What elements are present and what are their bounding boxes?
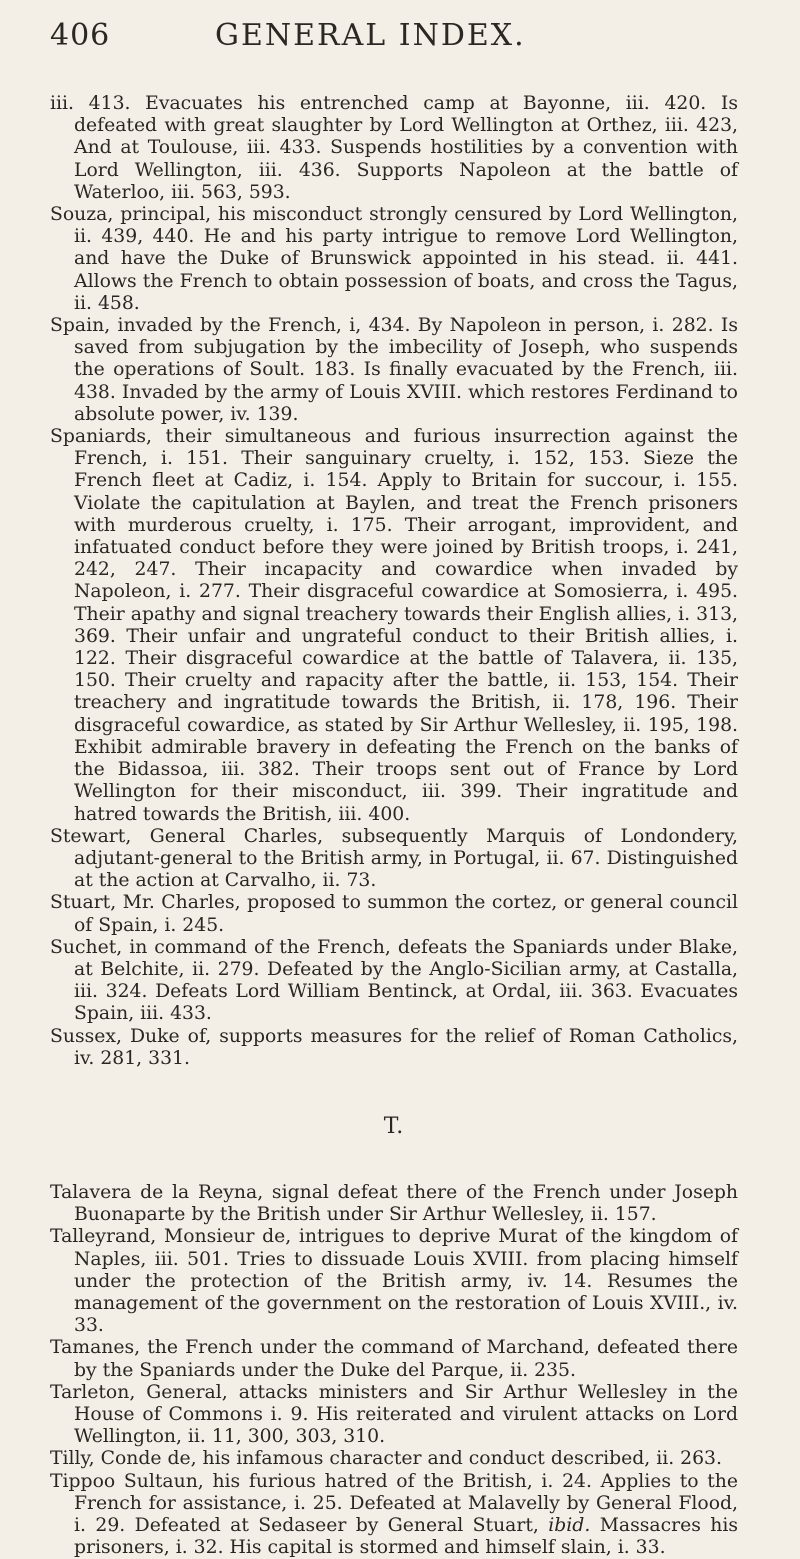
index-entry-souza: Souza, principal, his misconduct strongly censured by Lord Wellington, ii. 439, 440. He and his party intrigue to remove Lord Wellington, and have the Duke of Brunswick appointed in his stead. ii. 441. Allows the French to obtain possession of boats, and cross the Tagus, ii. 458.	[50, 204, 738, 314]
index-entry-tippoo	[50, 1471, 738, 1559]
index-entry-bayonne-continuation: iii. 413. Evacuates his entrenched camp at Bayonne, iii. 420. Is defeated with great slaughter by Lord Wellington at Orthez, iii. 423, And at Toulouse, iii. 433. Suspends hostilities by a convention with Lord Wellington, iii. 436. Supports Napoleon at the battle of Waterloo, iii. 563, 593.	[50, 93, 738, 203]
index-entry-tilly: Tilly, Conde de, his infamous character and conduct described, ii. 263.	[50, 1448, 722, 1470]
index-entry-stewart: Stewart, General Charles, subsequently Marquis of Londondery, adjutant-general to the British army, in Portugal, ii. 67. Distinguished at the action at Carvalho, ii. 73.	[50, 825, 738, 892]
tippoo-text-start: Tippoo Sultaun, his furious hatred of the British, i. 24. Applies to the French for assistance, i. 25. Defeated at Malavelly by General Flood, i. 29. Defeated at Sedaseer by General Stuart,	[50, 1470, 738, 1536]
index-entry-tamanes: Tamanes, the French under the command of Marchand, defeated there by the Spaniards under the Duke del Parque, ii. 235.	[50, 1337, 738, 1381]
index-entries-s	[50, 93, 738, 1070]
index-entry-talleyrand: Talleyrand, Monsieur de, intrigues to deprive Murat of the kingdom of Naples, iii. 501. Tries to dissuade Louis XVIII. from placing himself under the protection of the British army, iv. 14. Resumes the management of the government on the restoration of Louis XVIII., iv. 33.	[50, 1226, 738, 1337]
index-entries-t	[50, 1182, 738, 1559]
index-entry-spaniards: Spaniards, their simultaneous and furious insurrection against the French, i. 151. Their sanguinary cruelty, i. 152, 153. Sieze the French fleet at Cadiz, i. 154. Apply to Britain for succour, i. 155. Violate the capitulation at Baylen, and treat the French prisoners with murderous cruelty, i. 175. Their arrogant, improvident, and infatuated conduct before they were joined by British troops, i. 241, 242, 247. Their incapacity and cowardice when invaded by Napoleon, i. 277. Their disgraceful cowardice at Somosierra, i. 495. Their apathy and signal treachery towards their English allies, i. 313, 369. Their unfair and ungrateful conduct to their British allies, i. 122. Their disgraceful cowardice at the battle of Talavera, ii. 135, 150. Their cruelty and rapacity after the battle, ii. 153, 154. Their treachery and ingratitude towards the British, ii. 178, 196. Their disgraceful cowardice, as stated by Sir Arthur Wellesley, ii. 195, 198. Exhibit admirable bravery in defeating the French on the banks of the Bidassoa, iii. 382. Their troops sent out of France by Lord Wellington for their misconduct, iii. 399. Their ingratitude and hatred towards the British, iii. 400.	[50, 426, 738, 825]
index-entry-tarleton: Tarleton, General, attacks ministers and Sir Arthur Wellesley in the House of Commons i. 9. His reiterated and virulent attacks on Lord Wellington, ii. 11, 300, 303, 310.	[50, 1381, 738, 1448]
index-entry-spain: Spain, invaded by the French, i, 434. By Napoleon in person, i. 282. Is saved from subjugation by the imbecility of Joseph, who suspends the operations of Soult. 183. Is finally evacuated by the French, iii. 438. Invaded by the army of Louis XVIII. which restores Ferdinand to absolute power, iv. 139.	[50, 315, 738, 425]
page-header	[50, 18, 738, 70]
ibid-italic: ibid.	[548, 1514, 591, 1536]
index-entry-talavera: Talavera de la Reyna, signal defeat there of the French under Joseph Buonaparte by the British under Sir Arthur Wellesley, ii. 157.	[50, 1181, 738, 1226]
section-letter-t: T.	[383, 1113, 405, 1139]
page-number: 406	[50, 18, 111, 53]
index-entry-suchet: Suchet, in command of the French, defeats the Spaniards under Blake, at Belchite, ii. 279. Defeated by the Anglo-Sicilian army, at Castalla, iii. 324. Defeats Lord William Bentinck, at Ordal, iii. 363. Evacuates Spain, iii. 433.	[50, 936, 738, 1025]
index-entry-stuart: Stuart, Mr. Charles, proposed to summon the cortez, or general council of Spain, i. 245.	[50, 892, 738, 936]
tippoo-text-end: Massacres his prisoners, i. 32. His capital is stormed and himself slain, i. 33.	[74, 1514, 738, 1559]
index-entry-sussex: Sussex, Duke of, supports measures for the relief of Roman Catholics, iv. 281, 331.	[50, 1025, 738, 1069]
running-title: GENERAL INDEX.	[215, 18, 526, 53]
